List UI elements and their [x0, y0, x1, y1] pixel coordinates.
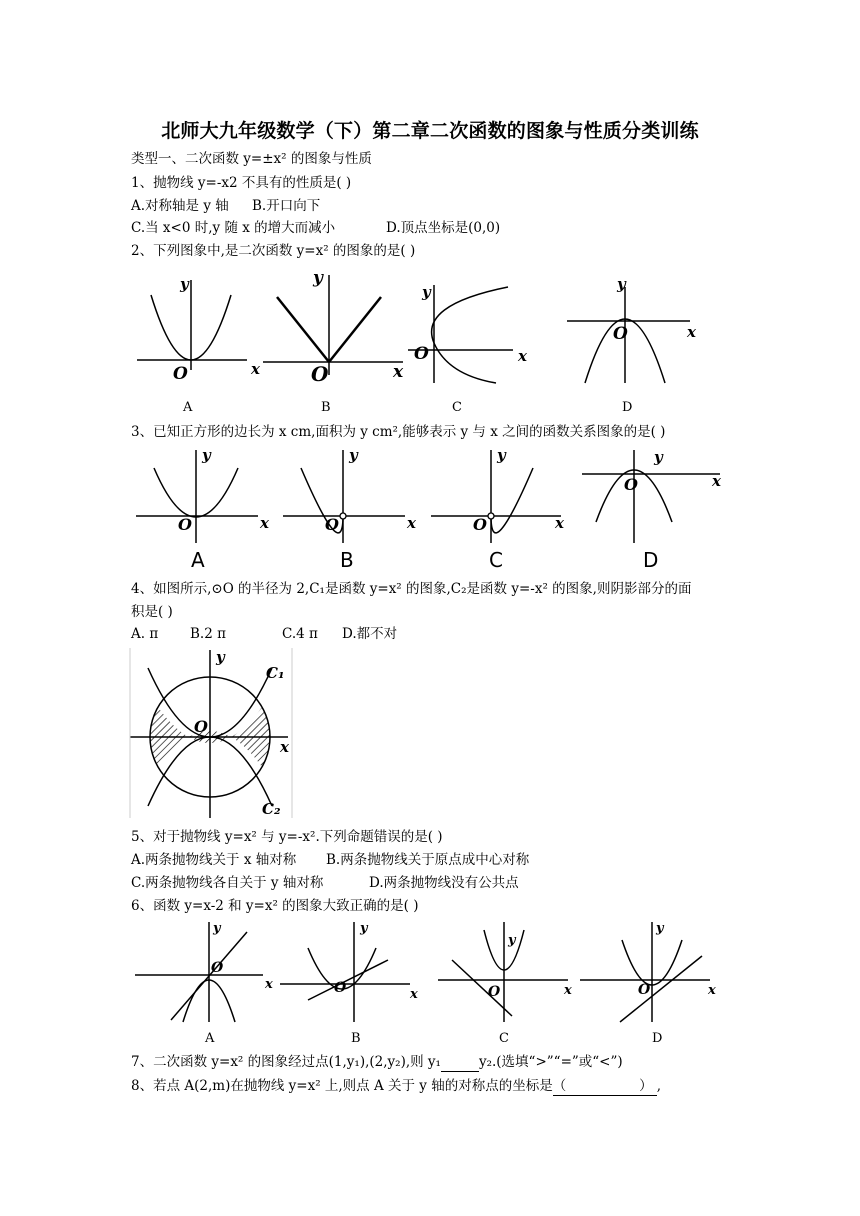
svg-text:y: y — [216, 648, 225, 666]
q3-graph-d — [582, 448, 722, 548]
svg-text:O: O — [173, 364, 188, 384]
q4-option-a: A. π — [131, 626, 159, 642]
svg-text:x: x — [410, 987, 418, 1002]
q3-graph-a — [136, 448, 276, 548]
svg-text:x: x — [265, 977, 273, 992]
q6-graph-c — [438, 920, 583, 1025]
q4-option-d: D.都不对 — [342, 626, 398, 642]
q8-text-before: 8、若点 A(2,m)在抛物线 y=x² 上,则点 A 关于 y 轴的对称点的坐标是 — [131, 1078, 553, 1094]
q5-option-c: C.两条抛物线各自关于 y 轴对称 — [131, 875, 324, 891]
svg-text:O: O — [325, 515, 339, 534]
q2-label-c: C — [452, 400, 462, 415]
svg-text:x: x — [564, 983, 572, 998]
q8-text-after: , — [656, 1078, 662, 1094]
q4-stem-line1: 4、如图所示,⊙O 的半径为 2,C₁是函数 y=x² 的图象,C₂是函数 y=-x² 的图象,则阴影部分的面 — [131, 581, 692, 597]
q1-option-a: A.对称轴是 y 轴 — [131, 198, 229, 214]
svg-text:O: O — [473, 515, 487, 534]
svg-text:O: O — [613, 324, 628, 344]
svg-text:x: x — [687, 323, 696, 341]
q2-label-a: A — [183, 400, 193, 415]
svg-text:x: x — [712, 472, 721, 490]
svg-text:O: O — [488, 984, 501, 1000]
q5-stem: 5、对于抛物线 y=x² 与 y=-x².下列命题错误的是( ) — [131, 829, 443, 845]
q3-label-c: C — [489, 548, 503, 572]
q4-option-b: B.2 π — [190, 626, 226, 642]
svg-text:y: y — [654, 448, 663, 466]
svg-text:O: O — [414, 344, 429, 364]
svg-text:O: O — [334, 980, 347, 996]
svg-text:x: x — [518, 347, 527, 365]
q2-graph-d — [565, 275, 705, 385]
svg-text:O: O — [624, 475, 638, 494]
svg-text:y: y — [213, 921, 221, 936]
q5-option-d: D.两条抛物线没有公共点 — [369, 875, 519, 891]
svg-text:x: x — [393, 362, 404, 382]
q4-stem-line2: 积是( ) — [131, 604, 173, 620]
q1-stem: 1、抛物线 y=-x2 不具有的性质是( ) — [131, 175, 352, 191]
svg-text:O: O — [194, 717, 208, 736]
q6-label-b: B — [351, 1031, 361, 1046]
svg-text:y: y — [617, 275, 626, 293]
c1-label: C₁ — [266, 664, 285, 682]
q6-stem: 6、函数 y=x-2 和 y=x² 的图象大致正确的是( ) — [131, 898, 419, 914]
svg-text:x: x — [260, 514, 269, 532]
svg-text:y: y — [202, 446, 211, 464]
q6-label-c: C — [499, 1031, 509, 1046]
q6-graph-d — [580, 920, 725, 1025]
svg-text:y: y — [422, 283, 431, 301]
svg-text:x: x — [280, 738, 289, 756]
q4-option-c: C.4 π — [282, 626, 318, 642]
q1-option-b: B.开口向下 — [252, 198, 321, 214]
q8-stem — [131, 1077, 661, 1096]
q8-answer-blank[interactable]: （ ） — [553, 1077, 657, 1096]
svg-text:y: y — [497, 446, 506, 464]
q3-stem: 3、已知正方形的边长为 x cm,面积为 y cm²,能够表示 y 与 x 之间的函数关系图象的是( ) — [131, 424, 666, 440]
q7-text-after: y₂.(选填“>”“=”或“<”) — [478, 1054, 623, 1070]
svg-text:O: O — [178, 515, 192, 534]
svg-text:O: O — [638, 982, 651, 998]
q2-label-d: D — [622, 400, 633, 415]
svg-text:y: y — [313, 268, 323, 288]
svg-text:y: y — [180, 275, 189, 293]
svg-text:y: y — [360, 921, 368, 936]
page-title: 北师大九年级数学（下）第二章二次函数的图象与性质分类训练 — [161, 120, 699, 142]
q6-graph-b — [280, 920, 430, 1025]
q2-graph-c — [408, 275, 538, 385]
q2-graph-b — [263, 265, 413, 390]
svg-text:x: x — [555, 514, 564, 532]
q1-option-c: C.当 x<0 时,y 随 x 的增大而减小 — [131, 220, 336, 236]
q5-option-b: B.两条抛物线关于原点成中心对称 — [326, 852, 530, 868]
q3-graph-b — [283, 448, 423, 548]
q2-label-b: B — [321, 400, 331, 415]
q5-option-a: A.两条抛物线关于 x 轴对称 — [131, 852, 297, 868]
q2-stem: 2、下列图象中,是二次函数 y=x² 的图象的是( ) — [131, 243, 416, 259]
section-heading: 类型一、二次函数 y=±x² 的图象与性质 — [131, 151, 372, 167]
q3-label-b: B — [340, 548, 354, 572]
q6-label-a: A — [205, 1031, 215, 1046]
q7-stem — [131, 1053, 623, 1072]
svg-text:x: x — [407, 514, 416, 532]
q7-answer-blank[interactable] — [441, 1053, 479, 1072]
c2-label: C₂ — [262, 800, 281, 818]
q4-circle-figure — [130, 648, 295, 818]
svg-text:y: y — [508, 933, 516, 948]
svg-text:y: y — [656, 921, 664, 936]
svg-text:O: O — [211, 960, 224, 976]
svg-text:y: y — [349, 446, 358, 464]
q6-graph-a — [135, 920, 280, 1025]
q6-label-d: D — [652, 1031, 663, 1046]
q3-graph-c — [431, 448, 571, 548]
svg-text:x: x — [251, 360, 260, 378]
svg-text:x: x — [708, 983, 716, 998]
q2-graph-a — [135, 275, 265, 390]
q1-option-d: D.顶点坐标是(0,0) — [386, 220, 501, 236]
q3-label-d: D — [643, 548, 659, 572]
q7-text-before: 7、二次函数 y=x² 的图象经过点(1,y₁),(2,y₂),则 y₁ — [131, 1054, 441, 1070]
svg-text:O: O — [311, 362, 329, 386]
q3-label-a: A — [191, 548, 205, 572]
